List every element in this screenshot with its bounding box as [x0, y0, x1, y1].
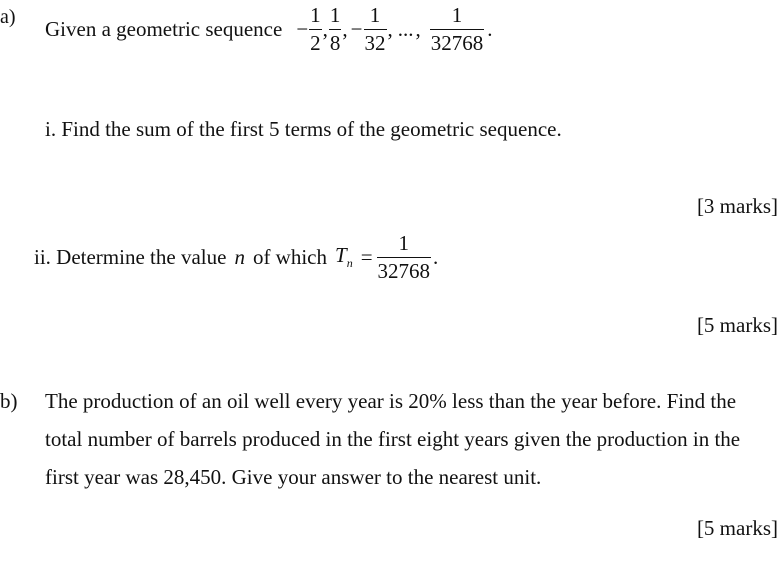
term-n-denominator: 32768 [430, 30, 484, 55]
term1-sign: − [296, 16, 309, 41]
question-ii-denominator: 32768 [377, 258, 431, 283]
question-ii-numerator: 1 [377, 233, 432, 258]
part-a-intro-text: Given a geometric sequence [45, 16, 283, 41]
term3-sign: − [350, 16, 363, 41]
term3-numerator: 1 [364, 5, 387, 30]
term-T-subscript: n [346, 256, 353, 271]
part-b-label: b) [0, 389, 18, 413]
sequence-ellipsis: ... [397, 16, 414, 41]
term-n-fraction [430, 2, 485, 55]
question-ii-prefix: ii. Determine the value [34, 244, 227, 269]
question-i-marks: [3 marks] [696, 194, 778, 218]
term1-fraction [309, 2, 322, 55]
term-T: T [335, 242, 347, 267]
term1-numerator: 1 [309, 5, 322, 30]
term3-fraction [364, 2, 387, 55]
term2-fraction [329, 2, 342, 55]
part-b-line-1: The production of an oil well every year is 20% less than the year before. Find the [45, 389, 737, 413]
term-n-numerator: 1 [430, 5, 485, 30]
part-b-marks: [5 marks] [696, 516, 778, 540]
question-ii-fraction [377, 230, 432, 283]
sequence-end: . [487, 16, 493, 41]
part-b-line-2: total number of barrels produced in the first eight years given the production in the [45, 427, 741, 451]
question-ii-marks: [5 marks] [696, 313, 778, 337]
question-ii-middle: of which [252, 244, 328, 269]
term3-denominator: 32 [364, 30, 386, 55]
term2-denominator: 8 [329, 30, 341, 55]
equals-sign: = [360, 244, 373, 269]
part-a-intro-line: Given a geometric sequence − $\frac{1}{2}$ , $\frac{1}{8}$ , − $\frac{1}{32}$ , ... , $\frac{1}{32768}$ . [45, 2, 493, 55]
part-b-line-3: first year was 28,450. Give your answer to the nearest unit. [45, 465, 542, 489]
question-i-text: i. Find the sum of the first 5 terms of the geometric sequence. [45, 117, 562, 141]
question-ii-end: . [433, 244, 439, 269]
term-T-n [335, 243, 353, 271]
part-a-label: a) [0, 6, 16, 28]
variable-n: n [234, 244, 245, 269]
term2-numerator: 1 [329, 5, 342, 30]
question-ii-line [34, 229, 438, 285]
term1-denominator: 2 [310, 30, 321, 55]
